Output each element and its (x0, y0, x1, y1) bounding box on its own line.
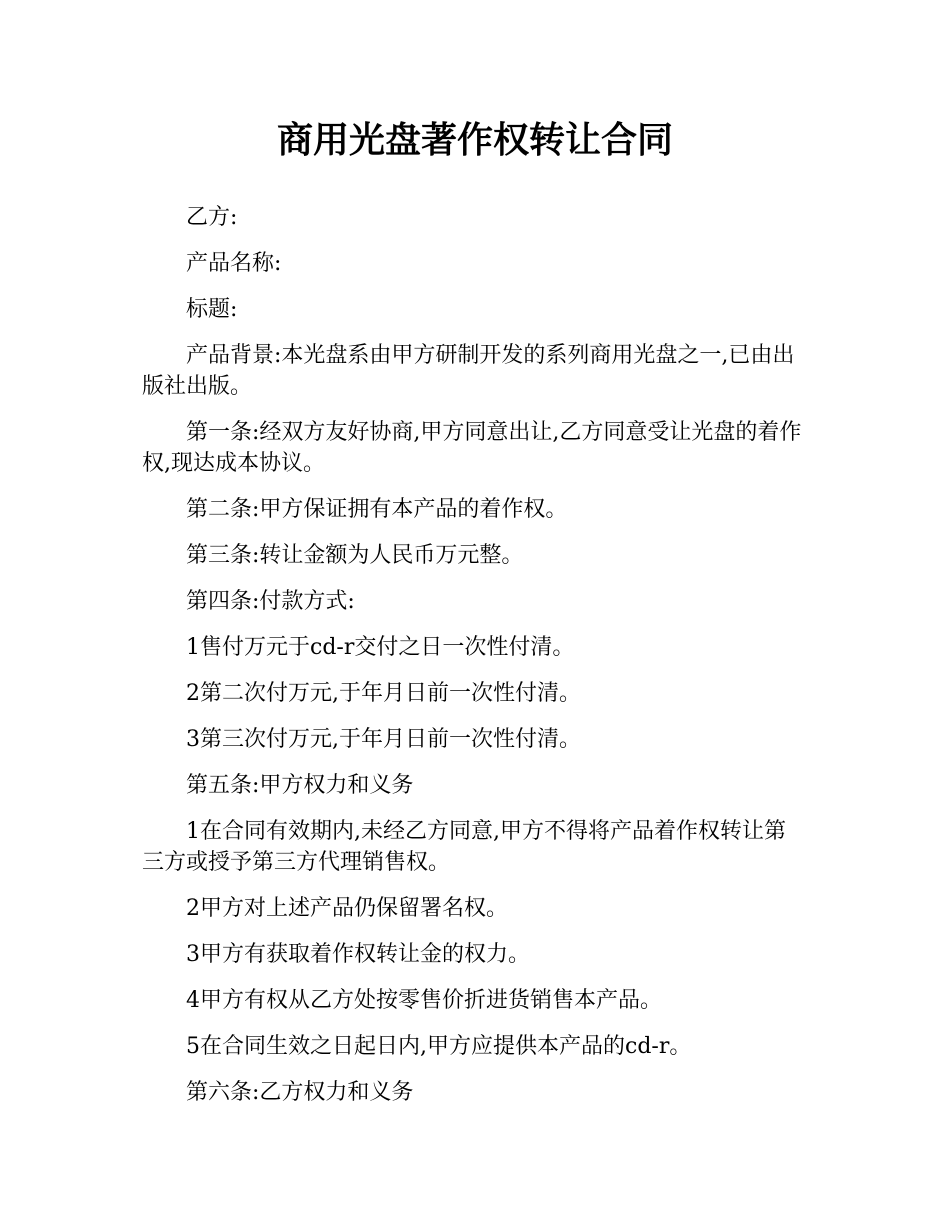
paragraph-party-b: 乙方: (186, 205, 238, 230)
paragraph-article-5-item-5: 5在合同生效之日起日内,甲方应提供本产品的cd-r。 (186, 1034, 692, 1059)
document-body (142, 202, 802, 1123)
paragraph-article-5-item-2: 2甲方对上述产品仍保留署名权。 (186, 896, 508, 921)
paragraph-article-6: 第六条:乙方权力和义务 (186, 1080, 414, 1105)
paragraph-payment-2: 2第二次付万元,于年月日前一次性付清。 (186, 681, 581, 706)
paragraph-payment-3: 3第三次付万元,于年月日前一次性付清。 (186, 727, 581, 752)
paragraph-payment-1: 1售付万元于cd-r交付之日一次性付清。 (186, 635, 575, 660)
paragraph-article-2: 第二条:甲方保证拥有本产品的着作权。 (186, 497, 568, 522)
document-title: 商用光盘著作权转让合同 (276, 120, 673, 161)
paragraph-article-5: 第五条:甲方权力和义务 (186, 773, 414, 798)
paragraph-article-5-item-1: 1在合同有效期内,未经乙方同意,甲方不得将产品着作权转让第三方或授予第三方代理销售权。 (142, 819, 786, 875)
paragraph-heading: 标题: (186, 297, 238, 322)
paragraph-background: 产品背景:本光盘系由甲方研制开发的系列商用光盘之一,已由出版社出版。 (142, 343, 795, 399)
paragraph-product-name: 产品名称: (186, 251, 282, 276)
paragraph-article-3: 第三条:转让金额为人民币万元整。 (186, 543, 524, 568)
paragraph-article-1: 第一条:经双方友好协商,甲方同意出让,乙方同意受让光盘的着作权,现达成本协议。 (142, 420, 802, 476)
paragraph-article-5-item-3: 3甲方有获取着作权转让金的权力。 (186, 942, 530, 967)
paragraph-article-4: 第四条:付款方式: (186, 589, 355, 614)
paragraph-article-5-item-4: 4甲方有权从乙方处按零售价折进货销售本产品。 (186, 988, 662, 1013)
